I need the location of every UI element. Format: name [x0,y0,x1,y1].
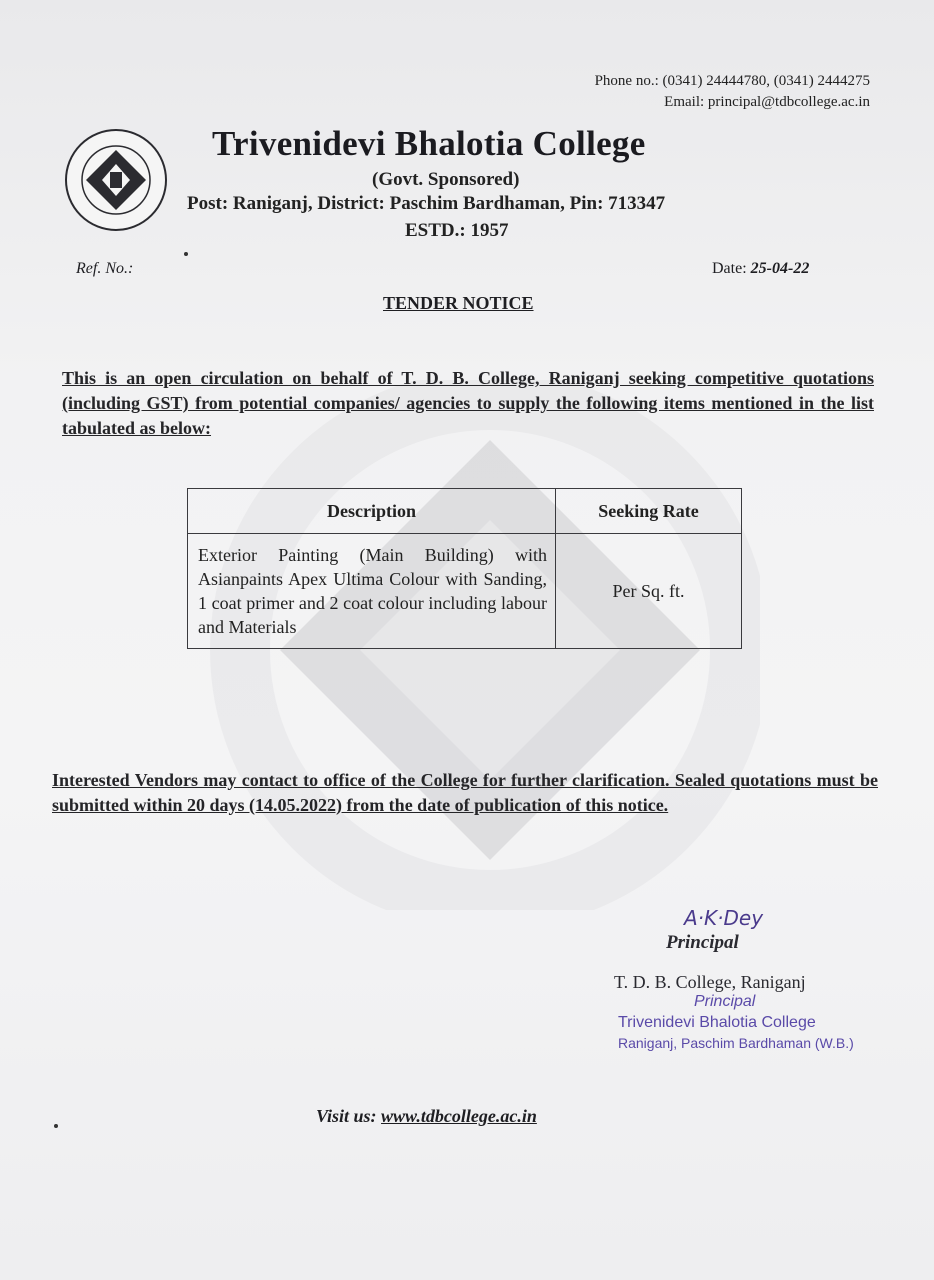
ink-dot [184,252,188,256]
tender-table [187,488,742,649]
table-row [188,534,742,649]
postal-address: Post: Raniganj, District: Paschim Bardhaman, Pin: 713347 [187,193,666,214]
established-year: ESTD.: 1957 [405,220,509,241]
ink-dot [54,1124,58,1128]
reference-number: Ref. No.: [76,260,134,277]
signatory-title: Principal [666,932,739,953]
email-address: Email: principal@tdbcollege.ac.in [664,94,870,110]
sponsorship: (Govt. Sponsored) [372,169,520,190]
date-value: 25-04-22 [746,260,810,277]
phone-numbers: Phone no.: (0341) 24444780, (0341) 2444275 [594,73,870,89]
college-name: Trivenidevi Bhalotia College [212,124,646,163]
signatory-college: T. D. B. College, Raniganj [614,972,806,992]
column-header-description: Description [188,489,556,534]
item-description: Exterior Painting (Main Building) with Asianpaints Apex Ultima Colour with Sanding, 1 coat primer and 2 coat colour including labour and Materials [188,534,556,649]
notice-title: TENDER NOTICE [383,293,534,313]
intro-paragraph: This is an open circulation on behalf of T. D. B. College, Raniganj seeking competitive quotations (including GST) from potential companies/ agencies to supply the following items mentioned in the list tabulated as below: [62,368,874,438]
stamp-address: Raniganj, Paschim Bardhaman (W.B.) [618,1035,854,1051]
footer-visit [316,1106,537,1127]
column-header-seeking-rate: Seeking Rate [556,489,742,534]
stamp-title: Principal [694,993,756,1010]
website-link[interactable]: www.tdbcollege.ac.in [381,1106,537,1126]
handwritten-signature: A·K·Dey [684,906,764,930]
college-logo [64,128,168,232]
item-rate: Per Sq. ft. [556,534,742,649]
stamp-college: Trivenidevi Bhalotia College [618,1014,816,1031]
closing-paragraph: Interested Vendors may contact to office of the College for further clarification. Sealed quotations must be submitted within 20 days (14.05.2022) from the date of publication of this notice. [52,770,878,815]
date-label: Date: [712,260,747,277]
visit-label: Visit us: [316,1106,382,1126]
notice-date [712,260,809,278]
table-header-row [188,489,742,534]
